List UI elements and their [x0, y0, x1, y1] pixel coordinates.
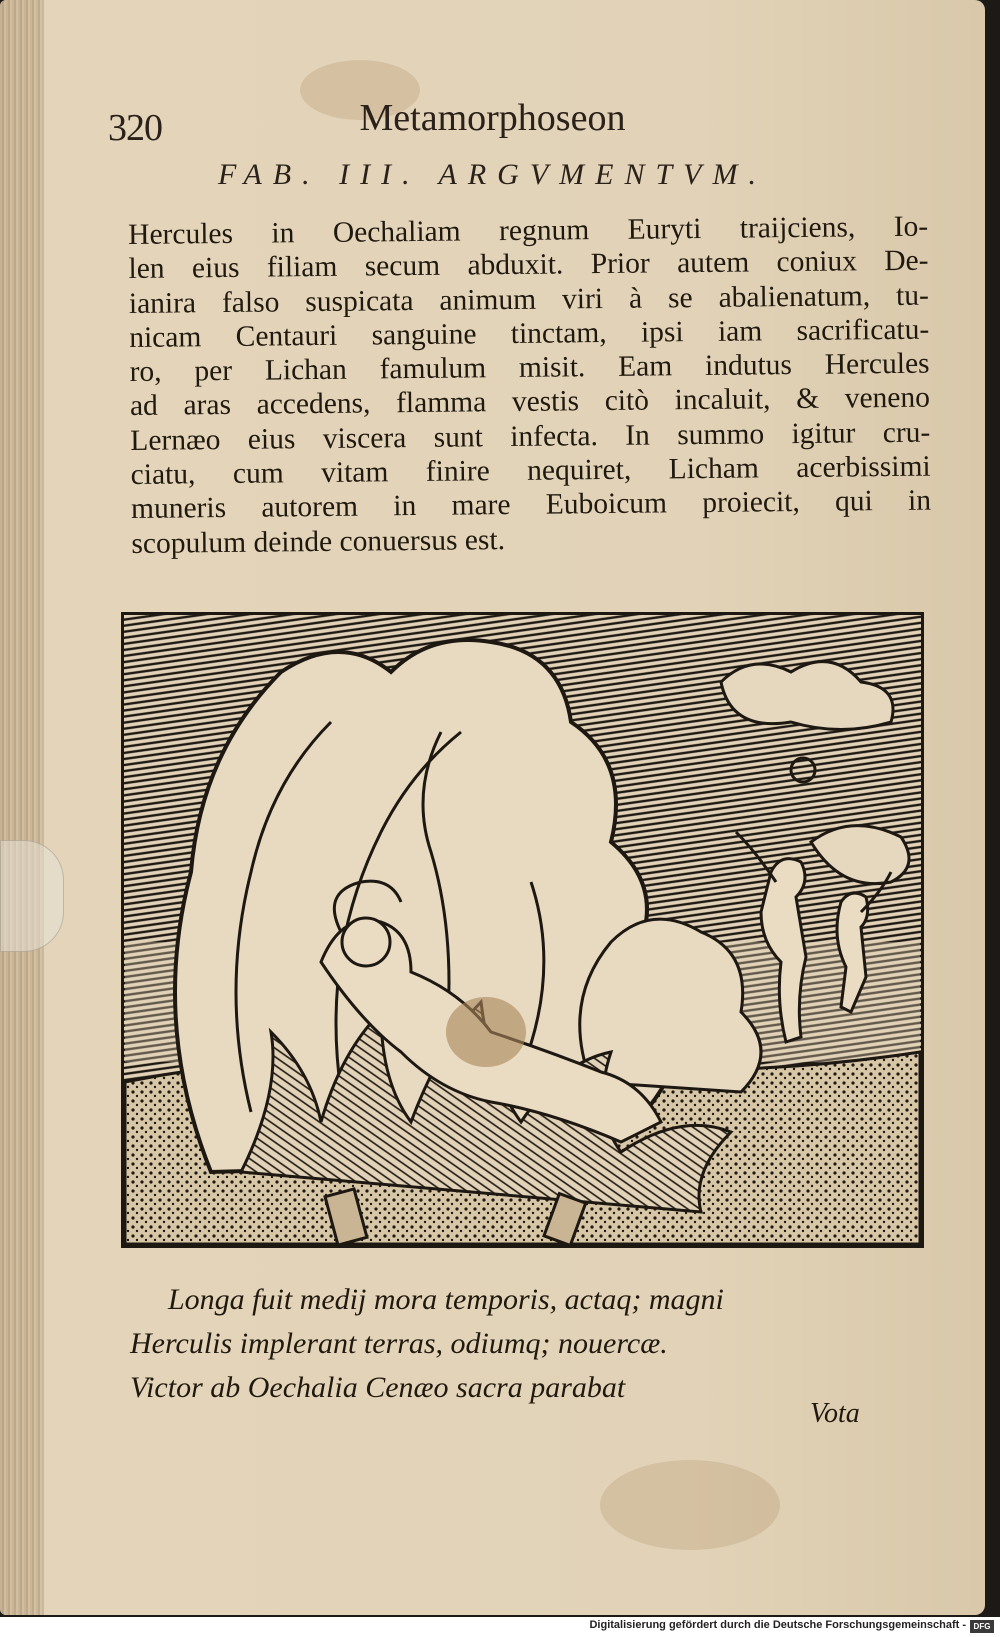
verse-block	[130, 1278, 868, 1410]
page-clip	[0, 840, 64, 952]
woodcut-svg	[121, 612, 924, 1248]
argument-line: Lernæo eius viscera sunt infecta. In summo igitur cru-	[130, 416, 931, 457]
catchword: Vota	[810, 1398, 860, 1429]
argument-line: ianira falso suspicata animum viri à se abalienatum, tu-	[128, 279, 930, 320]
argument-line: Hercules in Oechaliam regnum Euryti traijciens, Io-	[128, 210, 929, 251]
page-edges	[0, 0, 44, 1615]
argument-line: ro, per Lichan famulum misit. Eam indutus Hercules	[129, 347, 930, 389]
argument-line: ad aras accedens, flamma vestis citò incaluit, & veneno	[129, 382, 931, 423]
verse-line: Herculis implerant terras, odiumq; nouercæ.	[130, 1327, 668, 1360]
woodcut-illustration	[121, 612, 924, 1248]
argument-line: scopulum deinde conuersus est.	[131, 523, 506, 560]
argument-line: nicam Centauri sanguine tinctam, ipsi iam sacrificatu-	[129, 313, 930, 354]
argument-line: len eius filiam secum abduxit. Prior autem coniux De-	[128, 244, 929, 286]
page-number: 320	[108, 107, 162, 149]
fable-heading: FAB. III. ARGVMENTVM.	[217, 158, 767, 191]
verse-line: Victor ab Oechalia Cenæo sacra parabat	[130, 1371, 626, 1404]
digitization-footer	[0, 1617, 1000, 1637]
paper-stain	[600, 1460, 780, 1550]
footer-credit: Digitalisierung gefördert durch die Deutsche Forschungsgemeinschaft -	[589, 1619, 966, 1631]
argument-line: muneris autorem in mare Euboicum proiecit, qui in	[130, 484, 932, 526]
dfg-logo: DFG	[970, 1620, 994, 1633]
argument-line: ciatu, cum vitam finire nequiret, Licham acerbissimi	[130, 450, 931, 492]
running-title: Metamorphoseon	[359, 97, 626, 139]
verse-line: Longa fuit medij mora temporis, actaq; magni	[168, 1283, 724, 1316]
argument-paragraph	[128, 210, 932, 561]
